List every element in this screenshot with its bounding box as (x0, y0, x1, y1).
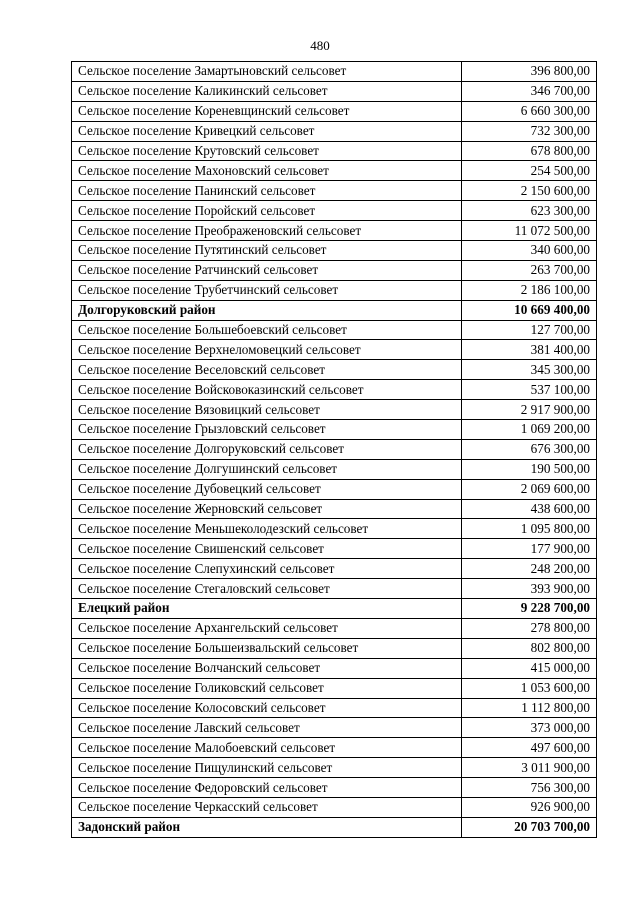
table-row (72, 101, 597, 121)
table-row (72, 519, 597, 539)
table-row (72, 797, 597, 817)
table-row (72, 360, 597, 380)
settlement-name-cell: Сельское поселение Трубетчинский сельсовет (72, 280, 462, 300)
table-row (72, 559, 597, 579)
table-row (72, 201, 597, 221)
amount-cell: 756 300,00 (461, 778, 596, 798)
settlement-name-cell: Сельское поселение Архангельский сельсовет (72, 618, 462, 638)
budget-allocation-table (71, 61, 597, 838)
amount-cell: 2 150 600,00 (461, 181, 596, 201)
district-total-row (72, 599, 597, 619)
table-row (72, 499, 597, 519)
table-row (72, 420, 597, 440)
table-row (72, 280, 597, 300)
settlement-name-cell: Сельское поселение Верхнеломовецкий сельсовет (72, 340, 462, 360)
district-amount-cell: 20 703 700,00 (461, 817, 596, 837)
district-name-cell: Задонский район (72, 817, 462, 837)
district-total-row (72, 300, 597, 320)
settlement-name-cell: Сельское поселение Колосовский сельсовет (72, 698, 462, 718)
table-row (72, 221, 597, 241)
settlement-name-cell: Сельское поселение Грызловский сельсовет (72, 420, 462, 440)
amount-cell: 340 600,00 (461, 241, 596, 261)
amount-cell: 190 500,00 (461, 459, 596, 479)
table-row (72, 380, 597, 400)
table-row (72, 579, 597, 599)
table-row (72, 161, 597, 181)
table-row (72, 459, 597, 479)
table-row (72, 400, 597, 420)
settlement-name-cell: Сельское поселение Волчанский сельсовет (72, 658, 462, 678)
settlement-name-cell: Сельское поселение Пищулинский сельсовет (72, 758, 462, 778)
table-row (72, 439, 597, 459)
table-row (72, 340, 597, 360)
amount-cell: 1 112 800,00 (461, 698, 596, 718)
settlement-name-cell: Сельское поселение Федоровский сельсовет (72, 778, 462, 798)
amount-cell: 373 000,00 (461, 718, 596, 738)
settlement-name-cell: Сельское поселение Голиковский сельсовет (72, 678, 462, 698)
amount-cell: 2 917 900,00 (461, 400, 596, 420)
district-name-cell: Долгоруковский район (72, 300, 462, 320)
table-row (72, 738, 597, 758)
amount-cell: 1 053 600,00 (461, 678, 596, 698)
settlement-name-cell: Сельское поселение Жерновский сельсовет (72, 499, 462, 519)
table-body (72, 62, 597, 838)
table-row (72, 241, 597, 261)
amount-cell: 381 400,00 (461, 340, 596, 360)
district-amount-cell: 10 669 400,00 (461, 300, 596, 320)
settlement-name-cell: Сельское поселение Малобоевский сельсовет (72, 738, 462, 758)
settlement-name-cell: Сельское поселение Крутовский сельсовет (72, 141, 462, 161)
settlement-name-cell: Сельское поселение Черкасский сельсовет (72, 797, 462, 817)
amount-cell: 177 900,00 (461, 539, 596, 559)
district-name-cell: Елецкий район (72, 599, 462, 619)
amount-cell: 438 600,00 (461, 499, 596, 519)
table-row (72, 539, 597, 559)
amount-cell: 345 300,00 (461, 360, 596, 380)
table-row (72, 320, 597, 340)
settlement-name-cell: Сельское поселение Панинский сельсовет (72, 181, 462, 201)
district-amount-cell: 9 228 700,00 (461, 599, 596, 619)
amount-cell: 1 069 200,00 (461, 420, 596, 440)
settlement-name-cell: Сельское поселение Кривецкий сельсовет (72, 121, 462, 141)
table-row (72, 638, 597, 658)
table-row (72, 758, 597, 778)
amount-cell: 248 200,00 (461, 559, 596, 579)
settlement-name-cell: Сельское поселение Слепухинский сельсовет (72, 559, 462, 579)
table-row (72, 618, 597, 638)
settlement-name-cell: Сельское поселение Долгоруковский сельсовет (72, 439, 462, 459)
amount-cell: 497 600,00 (461, 738, 596, 758)
amount-cell: 678 800,00 (461, 141, 596, 161)
amount-cell: 346 700,00 (461, 81, 596, 101)
amount-cell: 127 700,00 (461, 320, 596, 340)
amount-cell: 623 300,00 (461, 201, 596, 221)
settlement-name-cell: Сельское поселение Кореневщинский сельсовет (72, 101, 462, 121)
table-row (72, 698, 597, 718)
settlement-name-cell: Сельское поселение Поройский сельсовет (72, 201, 462, 221)
amount-cell: 278 800,00 (461, 618, 596, 638)
settlement-name-cell: Сельское поселение Веселовский сельсовет (72, 360, 462, 380)
table-row (72, 181, 597, 201)
amount-cell: 11 072 500,00 (461, 221, 596, 241)
page-number: 480 (310, 38, 330, 53)
table-row (72, 81, 597, 101)
settlement-name-cell: Сельское поселение Вязовицкий сельсовет (72, 400, 462, 420)
amount-cell: 415 000,00 (461, 658, 596, 678)
amount-cell: 676 300,00 (461, 439, 596, 459)
table-row (72, 718, 597, 738)
settlement-name-cell: Сельское поселение Дубовецкий сельсовет (72, 479, 462, 499)
settlement-name-cell: Сельское поселение Путятинский сельсовет (72, 241, 462, 261)
settlement-name-cell: Сельское поселение Ратчинский сельсовет (72, 260, 462, 280)
table-row (72, 141, 597, 161)
settlement-name-cell: Сельское поселение Стегаловский сельсовет (72, 579, 462, 599)
settlement-name-cell: Сельское поселение Замартыновский сельсовет (72, 62, 462, 82)
settlement-name-cell: Сельское поселение Большебоевский сельсовет (72, 320, 462, 340)
amount-cell: 6 660 300,00 (461, 101, 596, 121)
amount-cell: 254 500,00 (461, 161, 596, 181)
amount-cell: 2 069 600,00 (461, 479, 596, 499)
settlement-name-cell: Сельское поселение Каликинский сельсовет (72, 81, 462, 101)
amount-cell: 263 700,00 (461, 260, 596, 280)
settlement-name-cell: Сельское поселение Долгушинский сельсовет (72, 459, 462, 479)
amount-cell: 537 100,00 (461, 380, 596, 400)
settlement-name-cell: Сельское поселение Меньшеколодезский сельсовет (72, 519, 462, 539)
amount-cell: 802 800,00 (461, 638, 596, 658)
settlement-name-cell: Сельское поселение Большеизвальский сельсовет (72, 638, 462, 658)
amount-cell: 2 186 100,00 (461, 280, 596, 300)
district-total-row (72, 817, 597, 837)
table-row (72, 678, 597, 698)
amount-cell: 926 900,00 (461, 797, 596, 817)
table-row (72, 479, 597, 499)
settlement-name-cell: Сельское поселение Лавский сельсовет (72, 718, 462, 738)
table-row (72, 260, 597, 280)
settlement-name-cell: Сельское поселение Войсковоказинский сельсовет (72, 380, 462, 400)
table-row (72, 121, 597, 141)
amount-cell: 393 900,00 (461, 579, 596, 599)
table-row (72, 62, 597, 82)
table-row (72, 658, 597, 678)
amount-cell: 1 095 800,00 (461, 519, 596, 539)
settlement-name-cell: Сельское поселение Свишенский сельсовет (72, 539, 462, 559)
amount-cell: 732 300,00 (461, 121, 596, 141)
amount-cell: 396 800,00 (461, 62, 596, 82)
table-row (72, 778, 597, 798)
settlement-name-cell: Сельское поселение Преображеновский сельсовет (72, 221, 462, 241)
amount-cell: 3 011 900,00 (461, 758, 596, 778)
settlement-name-cell: Сельское поселение Махоновский сельсовет (72, 161, 462, 181)
